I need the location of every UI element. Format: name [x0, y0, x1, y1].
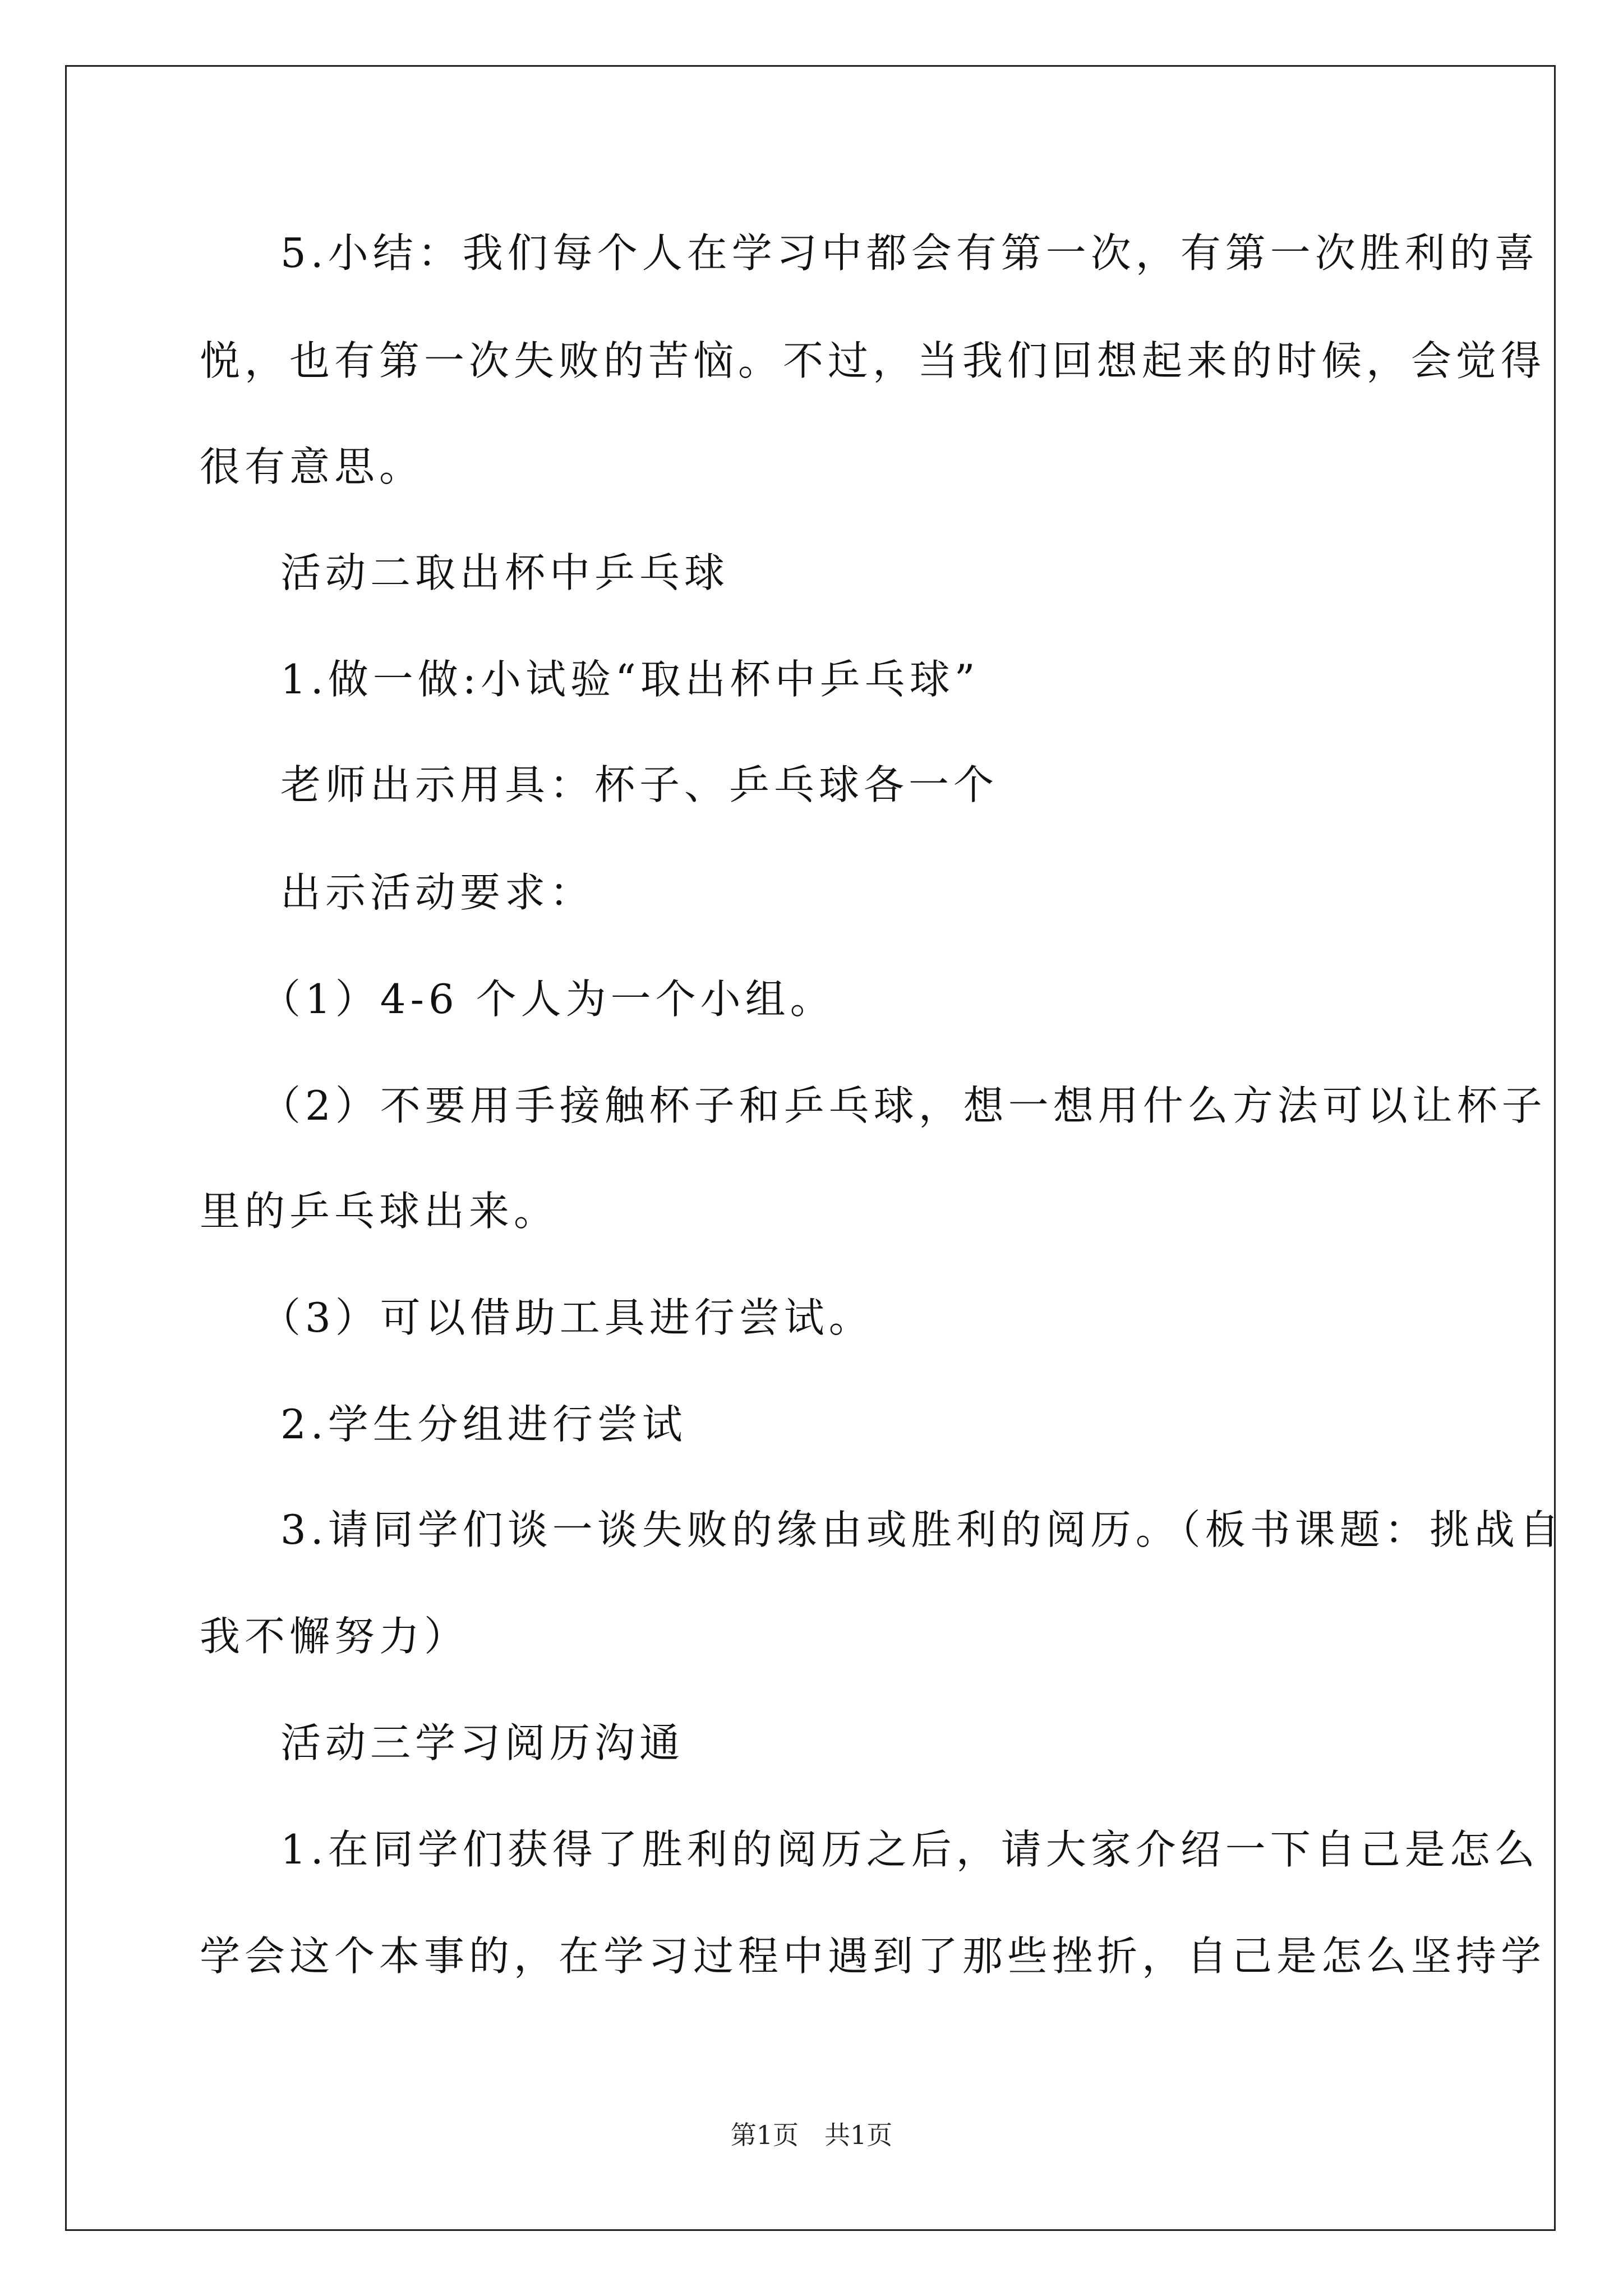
paragraph-line: 3.请同学们谈一谈失败的缘由或胜利的阅历。（板书课题：挑战自	[280, 1506, 1564, 1553]
section-heading: 活动三学习阅历沟通	[280, 1719, 685, 1766]
paragraph-line: 老师出示用具：杯子、乒乓球各一个	[280, 761, 999, 808]
paragraph-line: 我不懈努力）	[200, 1613, 469, 1660]
list-item: （2）不要用手接触杯子和乒乓球，想一想用什么方法可以让杯子	[260, 1082, 1547, 1129]
paragraph-line: 2.学生分组进行尝试	[280, 1401, 687, 1448]
paragraph-line: 里的乒乓球出来。	[200, 1188, 559, 1235]
paragraph-line: 出示活动要求：	[280, 869, 595, 916]
section-heading: 活动二取出杯中乒乓球	[280, 549, 730, 596]
paragraph-line: 学会这个本事的，在学习过程中遇到了那些挫折，自己是怎么坚持学	[200, 1932, 1546, 1980]
page-border	[65, 65, 1556, 2231]
paragraph-line: 悦，也有第一次失败的苦恼。不过，当我们回想起来的时候，会觉得	[200, 337, 1546, 384]
paragraph-line: 很有意思。	[200, 443, 425, 490]
paragraph-line: 1.在同学们获得了胜利的阅历之后，请大家介绍一下自己是怎么	[280, 1826, 1539, 1873]
paragraph-line: 5.小结：我们每个人在学习中都会有第一次，有第一次胜利的喜	[280, 229, 1539, 277]
list-item: （3）可以借助工具进行尝试。	[260, 1294, 874, 1341]
page-footer: 第1页 共1页	[730, 2120, 893, 2150]
list-item: （1）4-6 个人为一个小组。	[260, 976, 835, 1023]
paragraph-line: 1.做一做:小试验“取出杯中乒乓球”	[280, 656, 980, 703]
